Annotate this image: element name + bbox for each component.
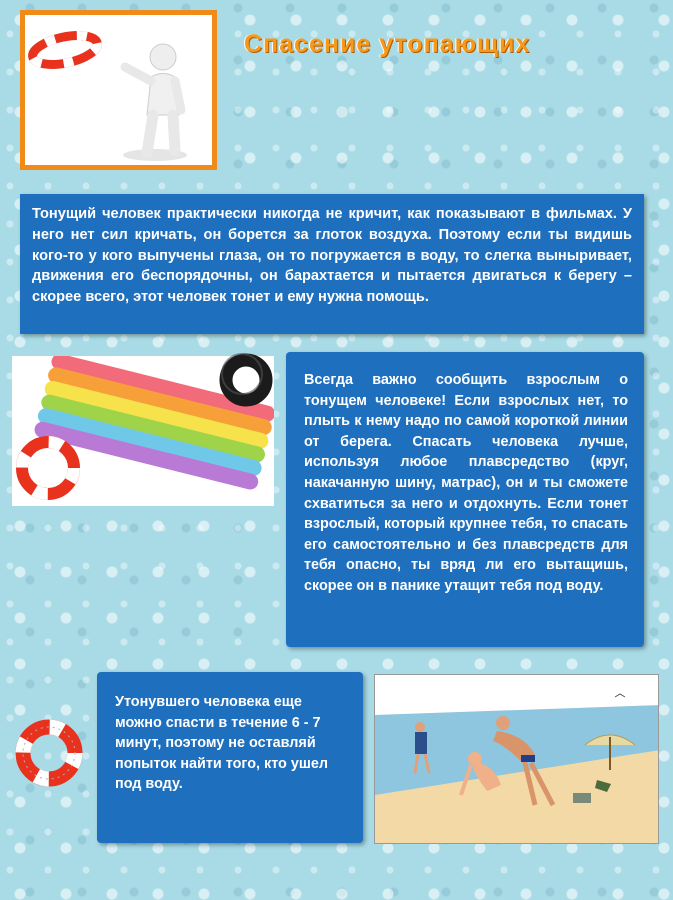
figure-throwing-lifebuoy-image bbox=[20, 10, 217, 170]
recovery-time-text-box bbox=[97, 672, 363, 843]
drowning-signs-text-box bbox=[20, 194, 644, 334]
rescue-advice-text: Всегда важно сообщить взрослым о тонущем человеке! Если взрослых нет, то плыть к нему надо по самой короткой линии от берега. Спасать человека лучше, используя любое плавсредство (круг, накачанную шину, матрас), он и ты сможете схватиться за него и отдохнуть. Если тонет взрослый, который крупнее тебя, то спасать его самостоятельно и без плавсредств для тебя опасно, ты вряд ли его вытащишь, скорее он в панике утащит тебя под воду. bbox=[304, 372, 628, 594]
inner-tube-icon bbox=[218, 352, 274, 408]
beach-rescue-scene-icon bbox=[375, 675, 659, 844]
lifebuoy-image bbox=[12, 716, 86, 790]
page-title: Спасение утопающих bbox=[244, 30, 531, 58]
beach-rescue-scene-image bbox=[374, 674, 659, 844]
lifebuoy-icon bbox=[22, 442, 74, 494]
figure-throwing-lifebuoy-icon bbox=[25, 15, 212, 165]
lifebuoy-icon bbox=[12, 716, 86, 790]
rescue-advice-text-box bbox=[286, 352, 644, 647]
inner-tube-image bbox=[218, 352, 274, 408]
recovery-time-text: Утонувшего человека еще можно спасти в течение 6 - 7 минут, поэтому не оставляй попыток найти того, кто ушел под воду. bbox=[115, 694, 328, 793]
drowning-signs-text: Тонущий человек практически никогда не кричит, как показывают в фильмах. У него нет сил кричать, он борется за глоток воздуха. Поэтому если ты видишь кого-то у кого выпучены глаза, он то погружается в воду, то слегка выныривает, движения его беспорядочны, он барахтается и пытается двигаться к берегу – скорее всего, этот человек тонет и ему нужна помощь. bbox=[32, 206, 632, 306]
